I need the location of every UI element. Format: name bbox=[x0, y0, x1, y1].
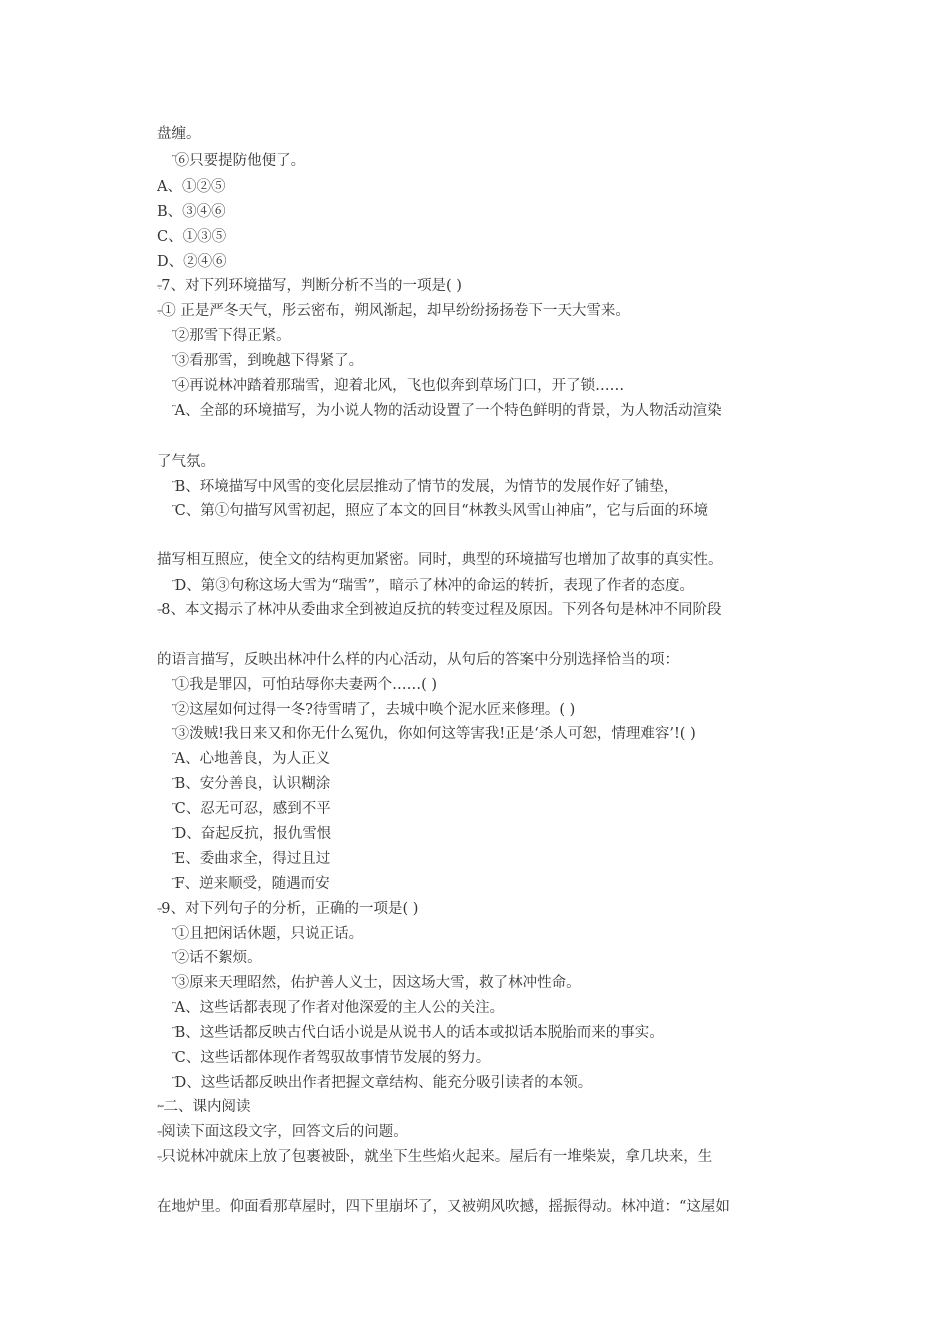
line-text: 描写相互照应，使全文的结构更加紧密。同时，典型的环境描写也增加了故事的真实性。 bbox=[157, 552, 723, 568]
line-text: ④再说林冲踏着那瑞雪，迎着北风，飞也似奔到草场门口，开了锁…… bbox=[174, 378, 625, 394]
text-line bbox=[157, 1147, 712, 1167]
text-line bbox=[157, 301, 630, 321]
line-text: ① 正是严冬天气，彤云密布，朔风渐起，却早纷纷扬扬卷下一天大雪来。 bbox=[161, 303, 630, 319]
paragraph-marker-icon: ⎴ bbox=[172, 156, 175, 166]
line-text: B、③④⑥ bbox=[157, 204, 226, 220]
text-line bbox=[157, 202, 226, 222]
text-line bbox=[172, 774, 330, 794]
paragraph-marker-icon: ⎴ bbox=[172, 406, 175, 416]
paragraph-marker-icon: ⎴ bbox=[172, 854, 175, 864]
line-text: D、②④⑥ bbox=[157, 254, 227, 270]
text-line bbox=[172, 501, 708, 521]
line-text: ②那雪下得正紧。 bbox=[174, 328, 291, 344]
line-text: 二、课内阅读 bbox=[163, 1099, 251, 1115]
text-line bbox=[172, 675, 437, 695]
paragraph-marker-icon: ⎴ bbox=[172, 779, 175, 789]
paragraph-marker-icon: ⩦ bbox=[157, 281, 162, 291]
text-line bbox=[172, 824, 331, 844]
paragraph-marker-icon: ⎴ bbox=[172, 1078, 175, 1088]
text-line bbox=[172, 700, 575, 720]
text-line bbox=[172, 1073, 592, 1093]
text-line bbox=[172, 576, 694, 596]
line-text: F、逆来顺受，随遇而安 bbox=[174, 876, 330, 892]
line-text: D、第③句称这场大雪为“瑞雪”，暗示了林冲的命运的转折，表现了作者的态度。 bbox=[174, 578, 695, 594]
paragraph-marker-icon: ⩦ bbox=[157, 904, 162, 914]
paragraph-marker-icon: ⎴ bbox=[172, 1003, 175, 1013]
line-text: B、这些话都反映古代白话小说是从说书人的话本或拟话本脱胎而来的事实。 bbox=[174, 1025, 664, 1041]
text-line bbox=[172, 376, 624, 396]
text-line bbox=[157, 1097, 251, 1117]
text-line bbox=[157, 550, 723, 570]
text-line bbox=[172, 849, 330, 869]
paragraph-marker-icon: ⎴ bbox=[172, 331, 175, 341]
text-line bbox=[172, 948, 262, 968]
line-text: ②这屋如何过得一冬?待雪晴了，去城中唤个泥水匠来修理。( ) bbox=[174, 702, 576, 718]
line-text: E、委曲求全，得过且过 bbox=[174, 851, 331, 867]
line-text: ①且把闲话休题，只说正话。 bbox=[174, 926, 364, 942]
paragraph-marker-icon: ⎴ bbox=[172, 829, 175, 839]
paragraph-marker-icon: ⎴ bbox=[172, 929, 175, 939]
text-line bbox=[157, 600, 722, 620]
line-text: C、第①句描写风雪初起，照应了本文的回目“林教头风雪山神庙”，它与后面的环境 bbox=[174, 503, 709, 519]
text-line bbox=[172, 799, 331, 819]
line-text: 只说林冲就床上放了包裹被卧，就坐下生些焰火起来。屋后有一堆柴炭，拿几块来，生 bbox=[161, 1149, 713, 1165]
paragraph-marker-icon: ⩦ bbox=[157, 1127, 162, 1137]
text-line bbox=[172, 351, 363, 371]
text-line bbox=[157, 899, 418, 919]
paragraph-marker-icon: ⩦ bbox=[157, 1152, 162, 1162]
paragraph-marker-icon: ⇜ bbox=[157, 1102, 164, 1112]
text-line bbox=[157, 650, 679, 670]
line-text: ②话不絮烦。 bbox=[174, 950, 262, 966]
line-text: ③泼贼!我日来又和你无什么冤仇，你如何这等害我!正是‘杀人可恕，情理难容’!( ) bbox=[174, 726, 696, 742]
line-text: 的语言描写，反映出林冲什么样的内心活动，从句后的答案中分别选择恰当的项： bbox=[157, 652, 679, 668]
text-line bbox=[172, 749, 330, 769]
line-text: 在地炉里。仰面看那草屋时，四下里崩坏了，又被朔风吹撼，摇振得动。林冲道：“这屋如 bbox=[157, 1199, 730, 1215]
paragraph-marker-icon: ⎴ bbox=[172, 978, 175, 988]
text-line bbox=[157, 227, 226, 247]
text-line bbox=[172, 151, 305, 171]
text-line bbox=[172, 724, 696, 744]
line-text: C、忍无可忍，感到不平 bbox=[174, 801, 331, 817]
paragraph-marker-icon: ⎴ bbox=[172, 506, 175, 516]
text-line bbox=[157, 124, 201, 144]
text-line bbox=[172, 874, 330, 894]
text-line bbox=[172, 973, 581, 993]
line-text: D、奋起反抗，报仇雪恨 bbox=[174, 826, 332, 842]
paragraph-marker-icon: ⎴ bbox=[172, 381, 175, 391]
line-text: ①我是罪囚，可怕玷辱你夫妻两个……( ) bbox=[174, 677, 438, 693]
paragraph-marker-icon: ⎴ bbox=[172, 680, 175, 690]
paragraph-marker-icon: ⎴ bbox=[172, 754, 175, 764]
text-line bbox=[157, 1122, 408, 1142]
line-text: B、安分善良，认识糊涂 bbox=[174, 776, 331, 792]
line-text: B、环境描写中风雪的变化层层推动了情节的发展，为情节的发展作好了铺垫， bbox=[174, 479, 679, 495]
line-text: 8、本文揭示了林冲从委曲求全到被迫反抗的转变过程及原因。下列各句是林冲不同阶段 bbox=[161, 602, 722, 618]
line-text: 阅读下面这段文字，回答文后的问题。 bbox=[161, 1124, 408, 1140]
paragraph-marker-icon: ⎴ bbox=[172, 581, 175, 591]
line-text: A、①②⑤ bbox=[157, 179, 226, 195]
line-text: C、这些话都体现作者驾驭故事情节发展的努力。 bbox=[174, 1050, 491, 1066]
line-text: D、这些话都反映出作者把握文章结构、能充分吸引读者的本领。 bbox=[174, 1075, 593, 1091]
line-text: ③看那雪，到晚越下得紧了。 bbox=[174, 353, 364, 369]
text-line bbox=[172, 998, 504, 1018]
line-text: 盘缠。 bbox=[157, 126, 201, 142]
text-line bbox=[172, 1023, 664, 1043]
text-line bbox=[172, 401, 722, 421]
text-line bbox=[172, 1048, 490, 1068]
line-text: ③原来天理昭然，佑护善人义士，因这场大雪，救了林冲性命。 bbox=[174, 975, 581, 991]
paragraph-marker-icon: ⩦ bbox=[157, 605, 162, 615]
paragraph-marker-icon: ⎴ bbox=[172, 705, 175, 715]
line-text: ⑥只要提防他便了。 bbox=[174, 153, 306, 169]
line-text: A、心地善良，为人正义 bbox=[174, 751, 331, 767]
paragraph-marker-icon: ⩦ bbox=[157, 306, 162, 316]
paragraph-marker-icon: ⎴ bbox=[172, 953, 175, 963]
paragraph-marker-icon: ⎴ bbox=[172, 804, 175, 814]
paragraph-marker-icon: ⎴ bbox=[172, 879, 175, 889]
paragraph-marker-icon: ⎴ bbox=[172, 482, 175, 492]
line-text: 9、对下列句子的分析，正确的一项是( ) bbox=[161, 901, 419, 917]
paragraph-marker-icon: ⎴ bbox=[172, 356, 175, 366]
line-text: 了气氛。 bbox=[157, 454, 215, 470]
text-line bbox=[157, 252, 227, 272]
text-line bbox=[157, 452, 215, 472]
text-line bbox=[157, 1197, 730, 1217]
paragraph-marker-icon: ⎴ bbox=[172, 1053, 175, 1063]
line-text: C、①③⑤ bbox=[157, 229, 227, 245]
text-line bbox=[172, 326, 291, 346]
line-text: A、这些话都表现了作者对他深爱的主人公的关注。 bbox=[174, 1000, 505, 1016]
text-line bbox=[157, 276, 462, 296]
text-line bbox=[157, 177, 225, 197]
paragraph-marker-icon: ⎴ bbox=[172, 1028, 175, 1038]
line-text: 7、对下列环境描写，判断分析不当的一项是( ) bbox=[161, 278, 462, 294]
line-text: A、全部的环境描写，为小说人物的活动设置了一个特色鲜明的背景，为人物活动渲染 bbox=[174, 403, 722, 419]
text-line bbox=[172, 477, 678, 497]
paragraph-marker-icon: ⎴ bbox=[172, 729, 175, 739]
text-line bbox=[172, 924, 363, 944]
